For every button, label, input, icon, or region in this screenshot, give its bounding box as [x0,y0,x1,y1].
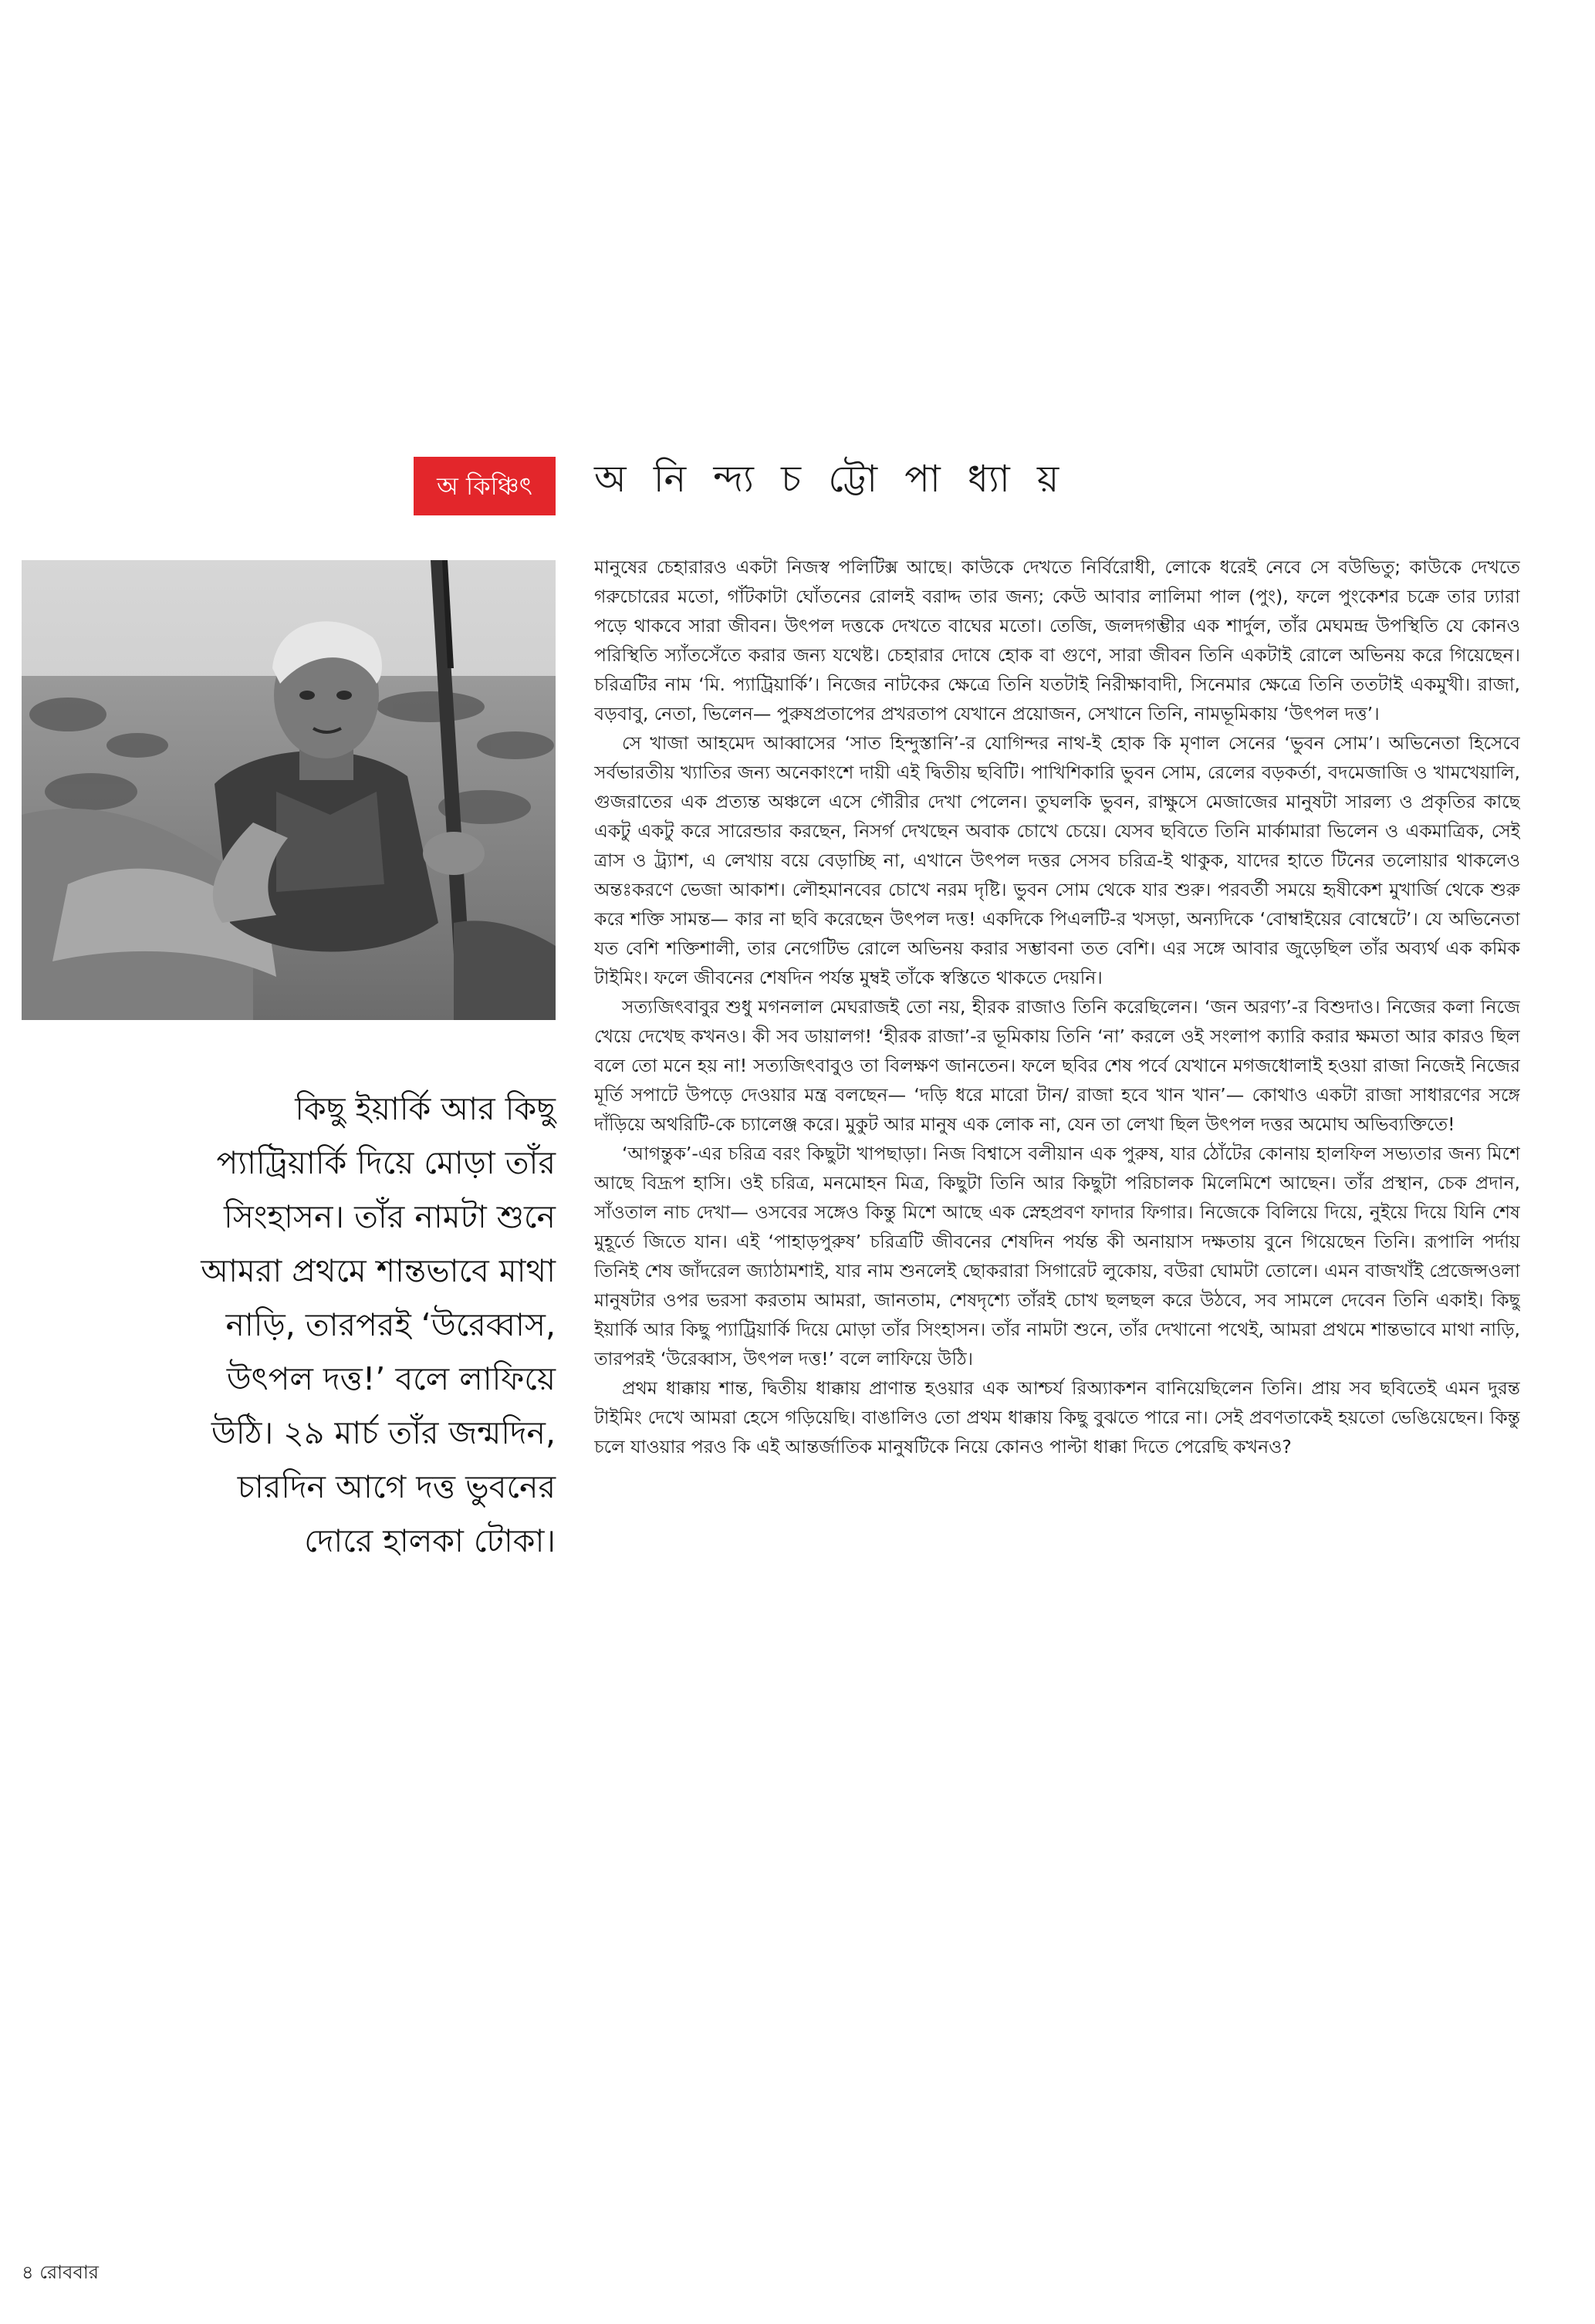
pull-quote: কিছু ইয়ার্কি আর কিছু প্যাট্রিয়ার্কি দিয়ে মোড়া তাঁর সিংহাসন। তাঁর নামটা শুনে আমরা প্রথমে শান্তভাবে মাথা নাড়ি, তারপরই ‘উরেব্বাস, উৎপল দত্ত!’ বলে লাফিয়ে উঠি। ২৯ মার্চ তাঁর জন্মদিন, চারদিন আগে দত্ত ভুবনের দোরে হালকা টোকা। [201,1090,556,1559]
man-with-rifle-photo [22,560,556,1020]
article-paragraph: মানুষের চেহারারও একটা নিজস্ব পলিটিক্স আছে। কাউকে দেখতে নির্বিরোধী, লোকে ধরেই নেবে সে বউভিতু; কাউকে দেখতে গরুচোরের মতো, গাঁটকাটা ঘোঁতনের রোলই বরাদ্দ তার জন্য; কেউ আবার লালিমা পাল (পুং), ফলে পুংকেশর চক্রে তার ঢ্যারা পড়ে থাকবে সারা জীবন। উৎপল দত্তকে দেখতে বাঘের মতো। তেজি, জলদগম্ভীর এক শার্দুল, তাঁর মেঘমন্দ্র উপস্থিতি যে কোনও পরিস্থিতি স্যাঁতসেঁতে করার জন্য যথেষ্ট। চেহারার দোষে হোক বা গুণে, সারা জীবন তিনি একটাই রোলে অভিনয় করে গিয়েছেন। চরিত্রটির নাম ‘মি. প্যাট্রিয়ার্কি’। নিজের নাটকের ক্ষেত্রে তিনি যতটাই নিরীক্ষাবাদী, সিনেমার ক্ষেত্রে তিনি ততটাই একমুখী। রাজা, বড়বাবু, নেতা, ভিলেন— পুরুষপ্রতাপের প্রখরতাপ যেখানে প্রয়োজন, সেখানে তিনি, নামভূমিকায় ‘উৎপল দত্ত’। [594,556,1520,725]
article-paragraph: সে খাজা আহমেদ আব্বাসের ‘সাত হিন্দুস্তানি’-র যোগিন্দর নাথ-ই হোক কি মৃণাল সেনের ‘ভুবন সোম’। অভিনেতা হিসেবে সর্বভারতীয় খ্যাতির জন্য অনেকাংশে দায়ী এই দ্বিতীয় ছবিটি। পাখিশিকারি ভুবন সোম, রেলের বড়কর্তা, বদমেজাজি ও খামখেয়ালি, গুজরাতের এক প্রত্যন্ত অঞ্চলে এসে গৌরীর দেখা পেলেন। তুঘলকি ভুবন, রাক্ষুসে মেজাজের মানুষটা সারল্য ও প্রকৃতির কাছে একটু একটু করে সারেন্ডার করছেন, নিসর্গ দেখছেন অবাক চোখে চেয়ে। যেসব ছবিতে তিনি মার্কামারা ভিলেন ও একমাত্রিক, সেই ত্রাস ও ট্র্যাশ, এ লেখায় বয়ে বেড়াচ্ছি না, এখানে উৎপল দত্তর সেসব চরিত্র-ই থাকুক, যাদের হাতে টিনের তলোয়ার থাকলেও অন্তঃকরণে ভেজা আকাশ। লৌহমানবের চোখে নরম দৃষ্টি। ভুবন সোম থেকে যার শুরু। পরবর্তী সময়ে হৃষীকেশ মুখার্জি থেকে শুরু করে শক্তি সামন্ত— কার না ছবি করেছেন উৎপল দত্ত! একদিকে পিএলটি-র খসড়া, অন্যদিকে ‘বোম্বাইয়ের বোম্বেটে’। যে অভিনেতা যত বেশি শক্তিশালী, তার নেগেটিভ রোলে অভিনয় করার সম্ভাবনা তত বেশি। এর সঙ্গে আবার জুড়েছিল তাঁর অব্যর্থ এক কমিক টাইমিং। ফলে জীবনের শেষদিন পর্যন্ত মুম্বই তাঁকে স্বস্তিতে থাকতে দেয়নি। [594,732,1520,988]
article-body [594,552,1520,2234]
article-paragraph: প্রথম ধাক্কায় শান্ত, দ্বিতীয় ধাক্কায় প্রাণান্ত হওয়ার এক আশ্চর্য রিঅ্যাকশন বানিয়েছিলেন তিনি। প্রায় সব ছবিতেই এমন দুরন্ত টাইমিং দেখে আমরা হেসে গড়িয়েছি। বাঙালিও তো প্রথম ধাক্কায় কিছু বুঝতে পারে না। সেই প্রবণতাকেই হয়তো ভেঙিয়েছেন। কিন্তু চলে যাওয়ার পরও কি এই আন্তর্জাতিক মানুষটিকে নিয়ে কোনও পাল্টা ধাক্কা দিতে পেরেছি কখনও? [594,1377,1520,1458]
section-tag: অ কিঞ্চিৎ [414,457,556,515]
article-photo [22,560,556,1020]
page-folio: ৪ রোববার [22,2262,99,2283]
article-paragraph: সত্যজিৎবাবুর শুধু মগনলাল মেঘরাজই তো নয়, হীরক রাজাও তিনি করেছিলেন। ‘জন অরণ্য’-র বিশুদাও। নিজের কলা নিজে খেয়ে দেখেছ কখনও। কী সব ডায়ালগ! ‘হীরক রাজা’-র ভূমিকায় তিনি ‘না’ করলে ওই সংলাপ ক্যারি করার ক্ষমতা আর কারও ছিল বলে তো মনে হয় না! সত্যজিৎবাবুও তা বিলক্ষণ জানতেন। ফলে ছবির শেষ পর্বে যেখানে মগজধোলাই হওয়া রাজা নিজেই নিজের মূর্তি সপাটে উপড়ে দেওয়ার মন্ত্র বলছেন— ‘দড়ি ধরে মারো টান/ রাজা হবে খান খান’— কোথাও একটা রাজা সাধারণের সঙ্গে দাঁড়িয়ে অথরিটি-কে চ্যালেঞ্জ করে। মুকুট আর মানুষ এক লোক না, যেন তা লেখা ছিল উৎপল দত্তর অমোঘ অভিব্যক্তিতে! [594,996,1520,1135]
article-paragraph: ‘আগন্তুক’-এর চরিত্র বরং কিছুটা খাপছাড়া। নিজ বিশ্বাসে বলীয়ান এক পুরুষ, যার ঠোঁটের কোনায় হালফিল সভ্যতার জন্য মিশে আছে বিদ্রূপ হাসি। ওই চরিত্র, মনমোহন মিত্র, কিছুটা তিনি আর কিছুটা পরিচালক মিলেমিশে আছেন। তাঁর প্রস্থান, চেক প্রদান, সাঁওতাল নাচ দেখা— ওসবের সঙ্গেও কিন্তু মিশে আছে এক স্নেহপ্রবণ ফাদার ফিগার। নিজেকে বিলিয়ে দিয়ে, নুইয়ে দিয়ে যিনি শেষ মুহূর্তে জিতে যান। এই ‘পাহাড়পুরুষ’ চরিত্রটি জীবনের শেষদিন পর্যন্ত কী অনায়াস দক্ষতায় বুনে গিয়েছেন তিনি। রূপালি পর্দায় তিনিই শেষ জাঁদরেল জ্যাঠামশাই, যার নাম শুনলেই ছোকরারা সিগারেট লুকোয়, বউরা ঘোমটা তোলে। এমন বাজখাঁই প্রেজেন্সওলা মানুষটার ওপর ভরসা করতাম আমরা, জানতাম, শেষদৃশ্যে তাঁরই চোখ ছলছল করে উঠবে, সব সামলে দেবেন তিনি একাই। কিছু ইয়ার্কি আর কিছু প্যাট্রিয়ার্কি দিয়ে মোড়া তাঁর সিংহাসন। তাঁর নামটা শুনে, তাঁর দেখানো পথেই, আমরা প্রথমে শান্তভাবে মাথা নাড়ি, তারপরই ‘উরেব্বাস, উৎপল দত্ত!’ বলে লাফিয়ে উঠি। [594,1143,1520,1370]
author-byline: অ নি ন্দ্য চ ট্টো পা ধ্যা য় [594,458,1067,501]
